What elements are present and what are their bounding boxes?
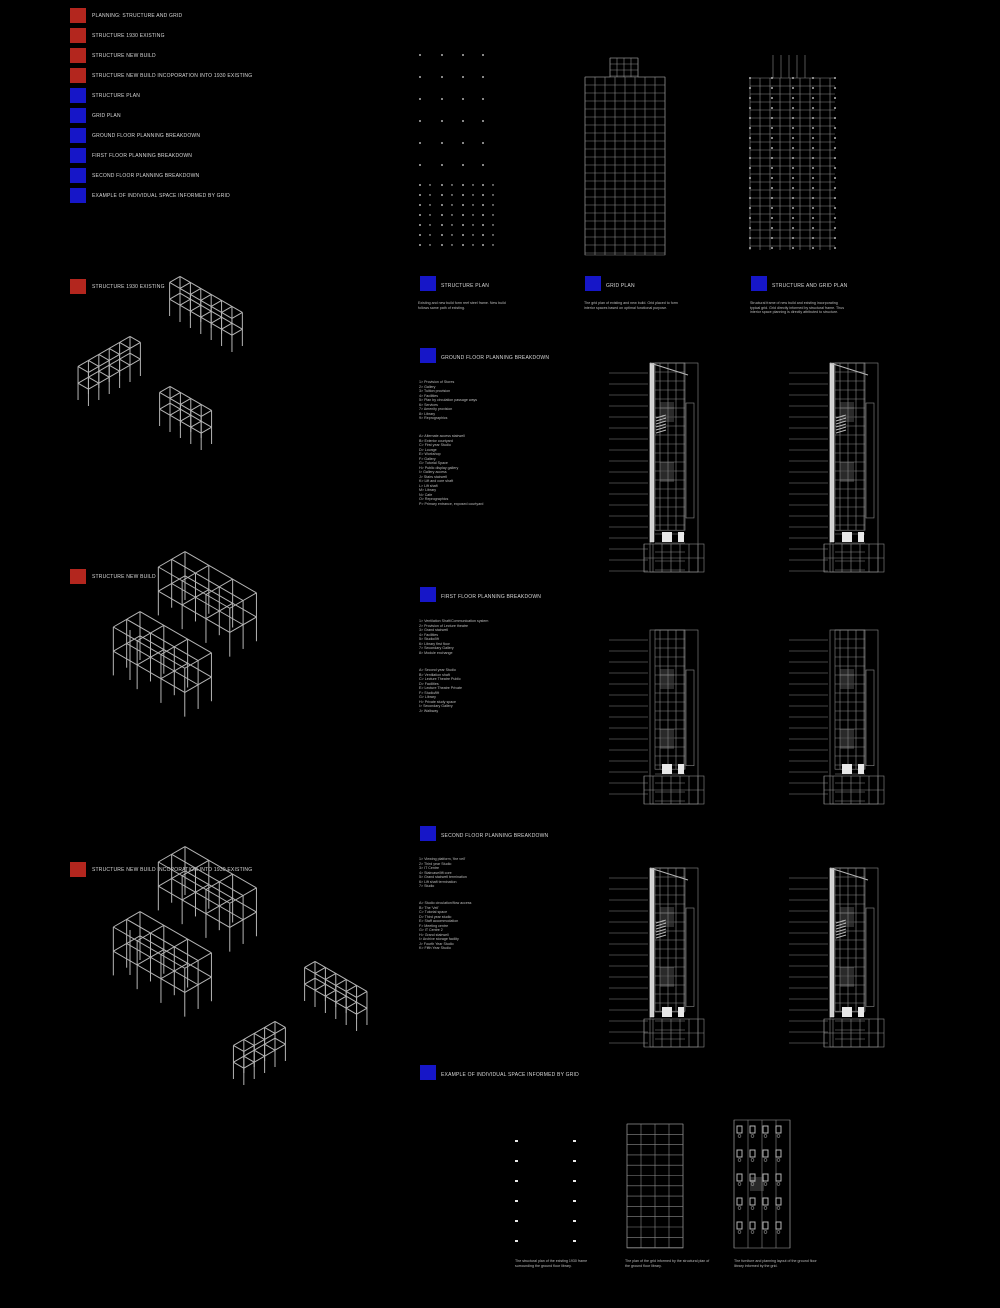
structure-plan-title: STRUCTURE PLAN: [441, 283, 490, 289]
list-item: 2> Gallery: [419, 384, 436, 389]
legend-label: SECOND FLOOR PLANNING BREAKDOWN: [92, 173, 200, 179]
second-floor-plan-left: [605, 850, 710, 1055]
list-item: F> Studio/lift: [419, 690, 440, 695]
list-item: K> Lift and core shaft: [419, 479, 454, 483]
legend-swatch: [70, 168, 86, 183]
list-item: 1> Provision of Stores: [419, 380, 455, 384]
grid-plan-swatch: [585, 276, 601, 291]
list-item: 4> Facilities: [419, 632, 439, 637]
list-item: H> Public display gallery: [419, 465, 459, 470]
list-item: O> Reprographics: [419, 497, 449, 501]
list-item: I> Archive storage facility: [419, 937, 459, 941]
list-item: C> Lecture Theatre Public: [419, 677, 461, 681]
list-item: 4> Facilities: [419, 393, 439, 398]
list-item: E> Staff accommodation: [419, 919, 459, 923]
list-item: E> Lecture Theatre Private: [419, 686, 462, 690]
new-build-swatch: [70, 569, 86, 584]
ground-floor-plan-left: [605, 345, 710, 580]
existing-swatch: [70, 279, 86, 294]
list-item: D> Third year studio: [419, 914, 452, 919]
list-item: 9> Reprographics: [419, 416, 448, 420]
axo-combined-structure: [95, 885, 395, 1175]
legend-swatch: [70, 188, 86, 203]
first-floor-title: FIRST FLOOR PLANNING BREAKDOWN: [441, 594, 542, 600]
list-item: G> Library: [419, 695, 436, 699]
example-structure-drawing: [510, 1130, 585, 1250]
list-item: P> Primary entrance, exposed courtyard: [419, 501, 484, 506]
list-item: 7> Amenity provision: [419, 407, 453, 411]
list-item: C> First year Studio: [419, 443, 451, 447]
structure-plan-desc: Existing and new build form reef steel frame. New build follows same path of existing.: [418, 301, 506, 310]
first-floor-list-a: [419, 619, 488, 655]
list-item: 5> Studio/lift: [419, 637, 439, 641]
legend-label: STRUCTURE NEW BUILD INCOPORATION INTO 1930 EXISTING: [92, 73, 253, 79]
legend-label: EXAMPLE OF INDIVIDUAL SPACE INFORMED BY GRID: [92, 193, 230, 199]
legend-label: STRUCTURE 1930 EXISTING: [92, 33, 165, 39]
list-item: I> Secondary Gallery: [419, 704, 453, 708]
incorporation-title: STRUCTURE NEW BUILD INCOPORATION INTO 1930 EXISTING: [92, 867, 253, 873]
structure-grid-plan-title: STRUCTURE AND GRID PLAN: [772, 283, 848, 289]
legend-swatch: [70, 28, 86, 43]
list-item: 2> Provision of Lecture theatre: [419, 623, 469, 628]
legend-swatch: [70, 8, 86, 23]
ground-floor-title: GROUND FLOOR PLANNING BREAKDOWN: [441, 355, 550, 361]
list-item: 3> Grand stairwell: [419, 628, 449, 632]
list-item: G> IT Centre 2: [419, 928, 443, 932]
legend-swatch: [70, 88, 86, 103]
list-item: D> Facilities: [419, 681, 439, 686]
example-title: EXAMPLE OF INDIVIDUAL SPACE INFORMED BY GRID: [441, 1072, 579, 1078]
second-floor-list-a: [419, 857, 467, 889]
list-item: 5> Plan by circulation passage ways: [419, 398, 478, 402]
example-caption-structure: The structural plan of the existing 1930 frame surrounding the ground floor library.: [515, 1259, 588, 1268]
list-item: 1> Viewing platform, 'the veil': [419, 857, 466, 861]
list-item: K> Fifth Year Studio: [419, 946, 451, 950]
list-item: F> Gallery: [419, 456, 436, 461]
ground-floor-plan-right: [785, 345, 890, 580]
list-item: 4> Staircase/lift core: [419, 870, 452, 875]
list-item: 1> Ventilation Shaft/Communication system: [419, 619, 489, 623]
list-item: D> Lounge: [419, 447, 437, 452]
list-item: 6> Library first floor: [419, 641, 450, 646]
list-item: E> Workshop: [419, 452, 441, 456]
list-item: J> Walkway: [419, 708, 439, 713]
axo-existing-structure: [110, 300, 280, 500]
first-floor-list-b: [419, 668, 462, 713]
list-item: B> Ventilation shaft: [419, 672, 450, 677]
example-furniture-drawing: [732, 1118, 792, 1250]
legend-label: STRUCTURE PLAN: [92, 93, 141, 99]
legend-swatch: [70, 68, 86, 83]
list-item: H> Grand stairwell: [419, 932, 449, 937]
first-floor-plan-right: [785, 612, 890, 812]
list-item: F> Meeting centre: [419, 923, 449, 928]
legend-swatch: [70, 148, 86, 163]
list-item: G> Tutorial Space: [419, 461, 448, 465]
second-floor-swatch: [420, 826, 436, 841]
legend-label: PLANNING: STRUCTURE AND GRID: [92, 13, 183, 19]
list-item: A> Alternate access stairwell: [419, 434, 465, 438]
list-item: 7> Secondary Gallery: [419, 646, 454, 650]
second-floor-plan-right: [785, 850, 890, 1055]
structure-grid-plan-desc: Structural frame of new build and existing incorporating typical grid. Grid directly informed by structural frame. Thus interior space planning is directly attributed to structure.: [750, 301, 845, 315]
ground-floor-list-a: [419, 380, 477, 421]
ground-floor-swatch: [420, 348, 436, 363]
grid-plan-title: GRID PLAN: [606, 283, 635, 289]
structure-grid-plan-drawing: [745, 50, 840, 260]
ground-floor-list-b: [419, 434, 483, 506]
list-item: J> Stairs stairwell: [419, 474, 448, 479]
legend-swatch: [70, 48, 86, 63]
second-floor-title: SECOND FLOOR PLANNING BREAKDOWN: [441, 833, 549, 839]
list-item: 6> Services: [419, 402, 438, 407]
list-item: 8> Module exchange: [419, 650, 453, 655]
list-item: A> Second year Studio: [419, 668, 456, 672]
list-item: 8> Library: [419, 411, 436, 416]
legend-label: GRID PLAN: [92, 113, 121, 119]
structure-grid-plan-swatch: [751, 276, 767, 291]
grid-plan-desc: The grid plan of existing and new build. Grid placed to form interior spaces based on optimal functional purpose.: [584, 301, 678, 310]
list-item: J> Fourth Year Studio: [419, 941, 454, 946]
example-caption-grid: The plan of the grid informed by the structural plan of the ground floor library.: [625, 1259, 710, 1268]
example-swatch: [420, 1065, 436, 1080]
example-grid-drawing: [625, 1122, 685, 1250]
list-item: N> Cafe: [419, 492, 433, 497]
list-item: I> Gallery access: [419, 470, 447, 474]
new-build-title: STRUCTURE NEW BUILD: [92, 574, 156, 580]
list-item: 5> Grand stairwell termination: [419, 875, 467, 879]
list-item: L> Lift shaft: [419, 483, 438, 488]
structure-plan-drawing: [415, 50, 505, 260]
first-floor-plan-left: [605, 612, 710, 812]
example-caption-furniture: The furniture and planning layout of the ground floor library informed by the grid.: [734, 1259, 817, 1268]
existing-title: STRUCTURE 1930 EXISTING: [92, 284, 165, 290]
legend-label: STRUCTURE NEW BUILD: [92, 53, 156, 59]
list-item: B> The 'Veil': [419, 905, 439, 910]
list-item: 3> IT Centre: [419, 866, 440, 870]
list-item: 6> Lift shaft termination: [419, 879, 457, 884]
second-floor-list-b: [419, 901, 471, 951]
grid-plan-drawing: [580, 55, 670, 255]
structure-plan-swatch: [420, 276, 436, 291]
first-floor-swatch: [420, 587, 436, 602]
axo-new-build-structure: [95, 590, 295, 810]
list-item: 2> Third year Studio: [419, 861, 452, 866]
legend-label: FIRST FLOOR PLANNING BREAKDOWN: [92, 153, 193, 159]
list-item: H> Private study space: [419, 699, 457, 704]
incorporation-swatch: [70, 862, 86, 877]
list-item: 3> Tuition provision: [419, 389, 451, 393]
list-item: C> Tutorial space: [419, 910, 448, 914]
list-item: B> Exterior courtyard: [419, 438, 453, 443]
legend-swatch: [70, 128, 86, 143]
legend-label: GROUND FLOOR PLANNING BREAKDOWN: [92, 133, 201, 139]
list-item: 7> Studio: [419, 884, 435, 888]
legend-swatch: [70, 108, 86, 123]
list-item: M> Library: [419, 488, 437, 492]
list-item: A> Studio circulation/flow access: [419, 901, 472, 905]
